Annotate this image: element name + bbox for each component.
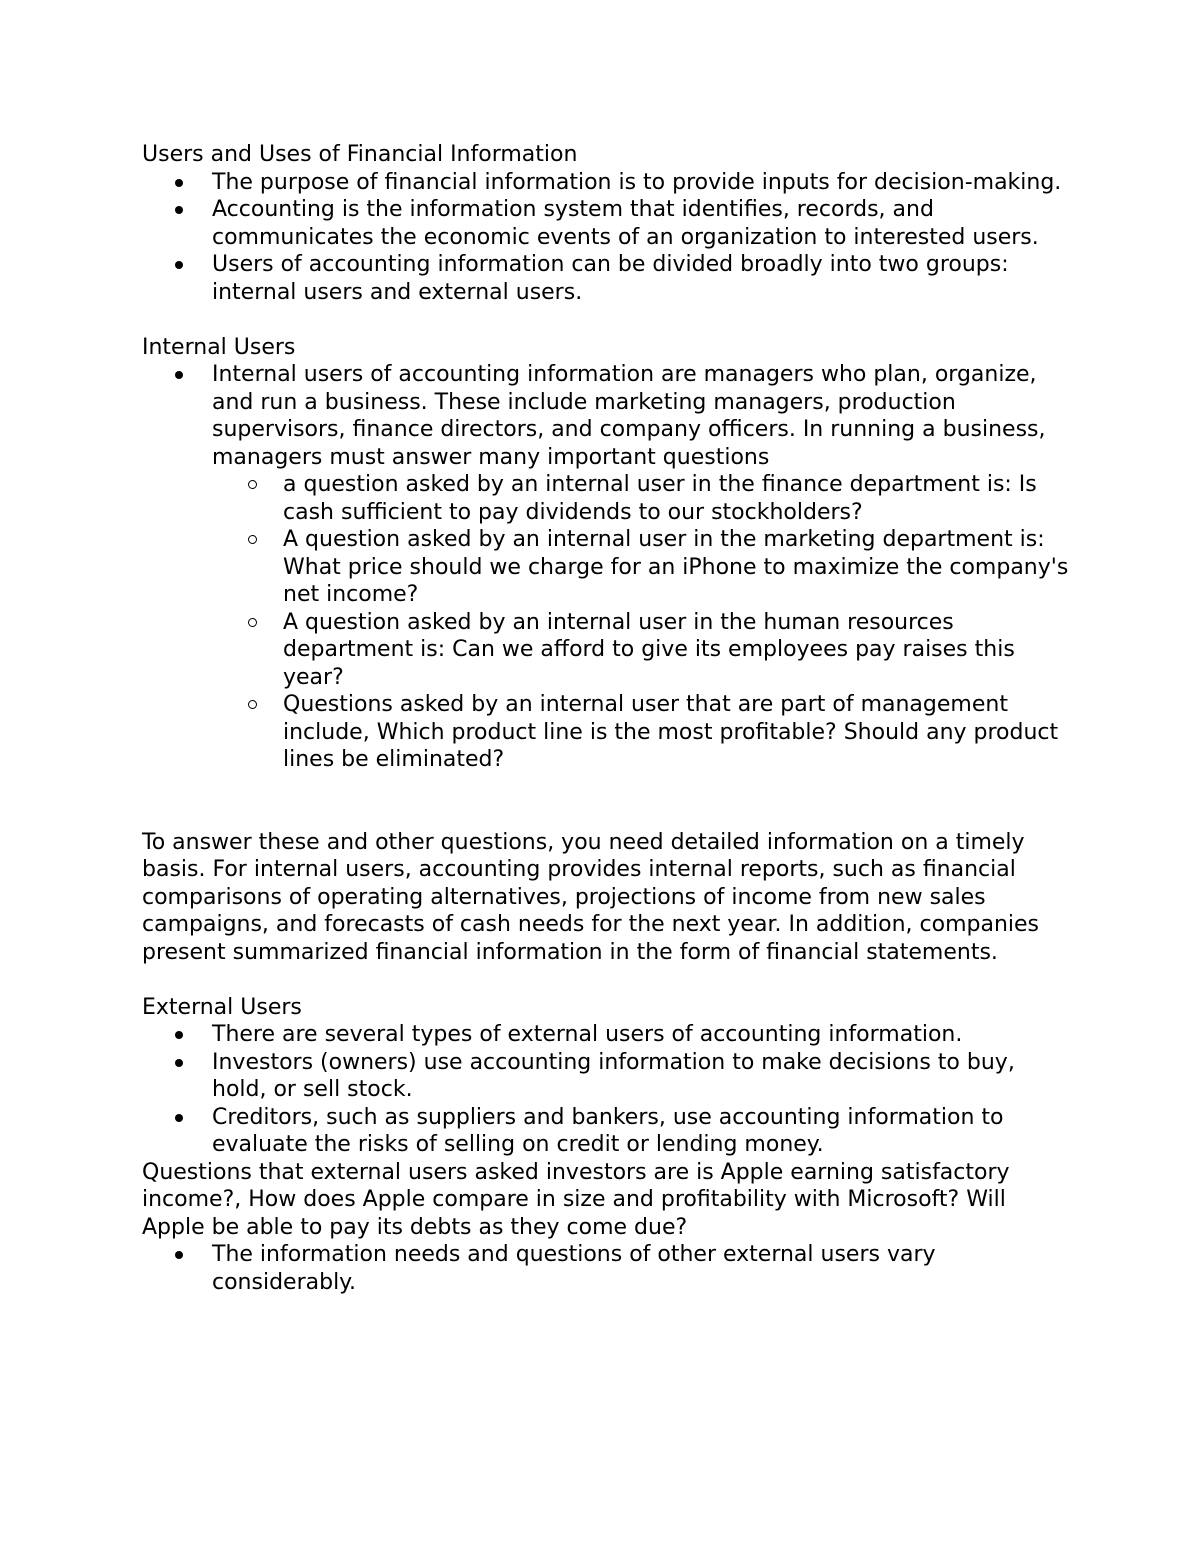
- bullet-icon: [175, 206, 183, 214]
- sub-list-item: [142, 471, 1072, 526]
- list-item-text: Creditors, such as suppliers and bankers, use accounting information to evaluate the risks of selling on credit or lending money.: [212, 1104, 1004, 1157]
- bullet-icon: [175, 261, 183, 269]
- list-item: [142, 169, 1072, 197]
- bullet-icon: [175, 1114, 183, 1122]
- sub-list-item: [142, 609, 1072, 692]
- internal-users-list: [142, 361, 1072, 774]
- bullet-icon: [175, 1251, 183, 1259]
- bullet-icon: [175, 1059, 183, 1067]
- list-item: [142, 1021, 1072, 1049]
- section-heading-internal-users: Internal Users: [142, 334, 296, 360]
- list-item-text: Users of accounting information can be divided broadly into two groups: internal users and external users.: [212, 252, 1009, 305]
- internal-questions-list: [142, 471, 1072, 774]
- list-item: [142, 361, 1072, 774]
- list-item-text: Accounting is the information system that identifies, records, and communicates the economic events of an organization to interested users.: [212, 197, 1039, 250]
- body-paragraph: To answer these and other questions, you need detailed information on a timely basis. For internal users, accounting provides internal reports, such as financial comparisons of operating alternatives, projections of income from new sales campaigns, and forecasts of cash needs for the next year. In addition, companies present summarized financial information in the form of financial statements.: [142, 829, 1040, 965]
- bullet-icon: [175, 179, 183, 187]
- circle-bullet-icon: [248, 618, 257, 627]
- circle-bullet-icon: [248, 535, 257, 544]
- sub-list-item-text: Questions asked by an internal user that are part of management include, Which product line is the most profitable? Should any product lines be eliminated?: [283, 692, 1059, 772]
- circle-bullet-icon: [248, 700, 257, 709]
- list-item-text: The purpose of financial information is to provide inputs for decision-making.: [212, 169, 1062, 195]
- bullet-icon: [175, 371, 183, 379]
- sub-list-item-text: A question asked by an internal user in the marketing department is: What price should we charge for an iPhone to maximize the company's net income?: [283, 527, 1069, 607]
- list-item-text: Investors (owners) use accounting information to make decisions to buy, hold, or sell stock.: [212, 1049, 1015, 1102]
- external-users-list: [142, 1021, 1072, 1159]
- list-item: [142, 251, 1072, 306]
- circle-bullet-icon: [248, 480, 257, 489]
- bullet-icon: [175, 1031, 183, 1039]
- document-page: [142, 141, 1072, 1296]
- section-heading-users-and-uses: Users and Uses of Financial Information: [142, 142, 578, 167]
- list-item: [142, 1104, 1072, 1159]
- external-users-list-2: [142, 1241, 1072, 1296]
- list-item-text: The information needs and questions of other external users vary considerably.: [212, 1242, 936, 1295]
- sub-list-item: [142, 691, 1072, 774]
- sub-list-item-text: A question asked by an internal user in the human resources department is: Can we afford to give its employees pay raises this year?: [283, 609, 1015, 690]
- list-item-text: There are several types of external users of accounting information.: [212, 1022, 963, 1047]
- list-item-text: Internal users of accounting information are managers who plan, organize, and run a business. These include marketing managers, production supervisors, finance directors, and company officers. In running a business, managers must answer many important questions: [212, 362, 1046, 470]
- sub-list-item-text: a question asked by an internal user in the finance department is: Is cash sufficient to pay dividends to our stockholders?: [283, 472, 1037, 525]
- spacer: [142, 306, 1072, 334]
- list-item: [142, 1049, 1072, 1104]
- spacer: [142, 774, 1072, 829]
- list-item: [142, 1241, 1072, 1296]
- list-item: [142, 196, 1072, 251]
- section-heading-external-users: External Users: [142, 994, 302, 1020]
- external-questions-paragraph: Questions that external users asked investors are is Apple earning satisfactory income?, How does Apple compare in size and profitability with Microsoft? Will Apple be able to pay its debts as they come due?: [142, 1159, 1010, 1240]
- users-and-uses-list: [142, 169, 1072, 307]
- sub-list-item: [142, 526, 1072, 609]
- spacer: [142, 966, 1072, 994]
